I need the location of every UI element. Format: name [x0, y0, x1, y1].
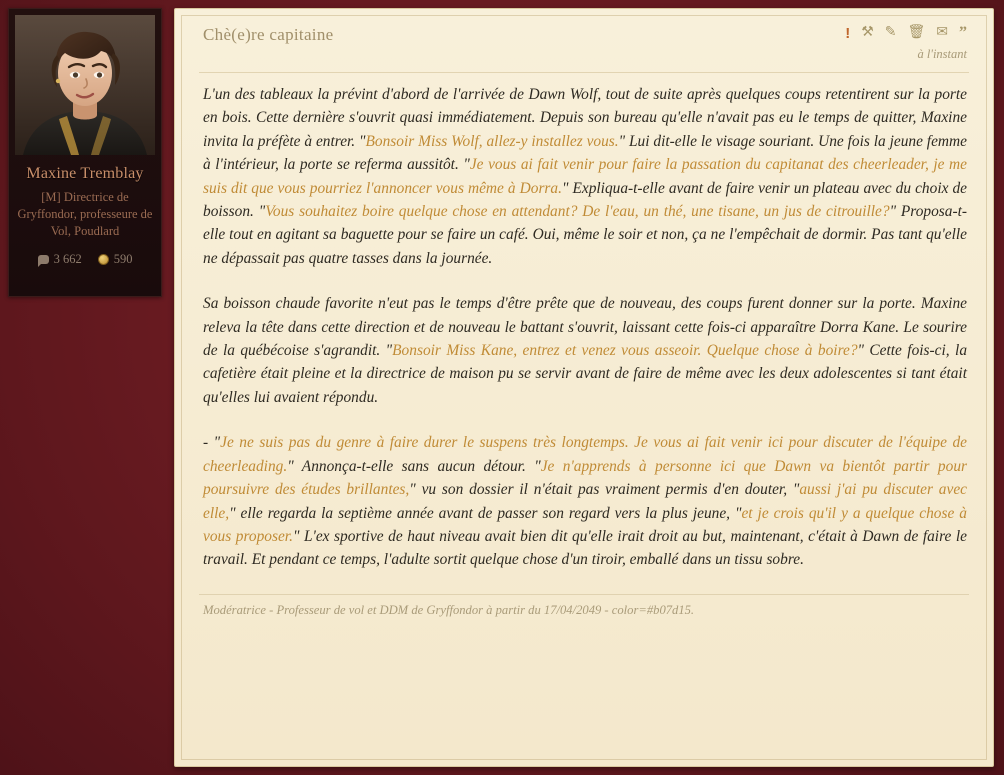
dialogue-text: aussi j'ai pu discuter avec elle, — [203, 481, 968, 522]
moderation-wrench-icon[interactable]: ⚒ — [861, 25, 874, 40]
dialogue-text: Je ne suis pas du genre à faire durer le suspens très longtemps. Je vous ai fait venir ici pour discuter de l'équipe de cheerleading. — [203, 434, 967, 475]
post-paragraph — [203, 83, 967, 270]
author-profile-card — [8, 8, 162, 297]
edit-pencil-icon[interactable]: ✎ — [884, 25, 897, 40]
narration-text: " Lui dit-elle le visage souriant. Une fois la jeune femme à l'intérieur, la porte se referma aussitôt. " — [203, 132, 967, 174]
post-timestamp: à l'instant — [917, 47, 967, 61]
post-paragraph — [203, 292, 967, 409]
narration-text: " elle regarda la septième année avant de passer son regard vers la plus jeune, " — [229, 504, 742, 522]
quote-icon[interactable]: ” — [959, 24, 967, 41]
author-stats — [9, 252, 161, 267]
post-body — [197, 73, 971, 572]
post-header-right — [845, 25, 967, 62]
message-count-stat — [38, 252, 82, 267]
delete-trash-icon[interactable]: 🗑 — [907, 25, 926, 40]
author-name[interactable]: Maxine Tremblay — [26, 165, 144, 182]
narration-text: - " — [203, 434, 221, 452]
narration-text: " vu son dossier il n'était pas vraiment permis d'en douter, " — [409, 481, 800, 499]
coin-count-value: 590 — [113, 251, 133, 266]
post-paragraph — [203, 431, 967, 571]
post-title: Chè(e)re capitaine — [203, 25, 334, 44]
message-count-value: 3 662 — [53, 251, 82, 266]
report-icon[interactable]: ! — [845, 24, 851, 42]
message-mail-icon[interactable]: ✉ — [936, 25, 948, 40]
narration-text: " Expliqua-t-elle avant de faire venir un plateau avec du choix de boisson. " — [203, 179, 967, 221]
narration-text: Sa boisson chaude favorite n'eut pas le temps d'être prête que de nouveau, des coups furent donner sur la porte. Maxine releva la tête dans cette direction et de nouveau le battant s'ouvrit, laissant cette fois-ci apparaître Dorra Kane. Le sourire de la québécoise s'agrandit. " — [203, 295, 967, 360]
narration-text: " Proposa-t-elle tout en agitant sa baguette pour se faire un café. Oui, même le soir et non, ça ne l'empêchait de dormir. Pas tant qu'elle ne dépassait pas quatre tasses dans la journée. — [203, 203, 967, 267]
dialogue-text: Je vous ai fait venir pour faire la passation du capitanat des cheerleader, je me suis dit que vous pourriez l'annoncer vous même à Dorra. — [203, 156, 967, 197]
message-bubble-icon — [38, 255, 49, 264]
dialogue-text: Bonsoir Miss Wolf, allez-y installez vous. — [365, 132, 619, 150]
avatar-image — [15, 15, 155, 155]
dialogue-text: Vous souhaitez boire quelque chose en attendant? De l'eau, un thé, une tisane, un jus de citrouille? — [265, 203, 890, 221]
narration-text: L'un des tableaux la prévint d'abord de l'arrivée de Dawn Wolf, tout de suite après quelques coups retentirent sur la porte en bois. Cette dernière s'ouvrit quasi immédiatement. Depuis son bureau qu'elle n'avait pas eu le temps de quitter, Maxine invita la préfète à entrer. " — [203, 86, 967, 150]
post-panel — [174, 8, 994, 767]
narration-text: " Annonça-t-elle sans aucun détour. " — [287, 457, 541, 475]
avatar[interactable] — [15, 15, 155, 155]
author-rank: [M] Directrice de Gryffondor, professeure de Vol, Poudlard — [17, 190, 153, 238]
post-action-icons — [845, 25, 967, 41]
dialogue-text: et je crois qu'il y a quelque chose à vous proposer. — [203, 504, 967, 545]
coin-icon — [98, 254, 109, 265]
narration-text: " Cette fois-ci, la cafetière était pleine et la directrice de maison pu se servir avant de faire de même avec les deux adolescentes si tant était qu'elles lui avaient répondu. — [203, 342, 968, 406]
coin-count-stat — [98, 252, 133, 267]
post-signature: Modératrice - Professeur de vol et DDM de Gryffondor à partir du 17/04/2049 - color=#b07d15. — [203, 602, 695, 617]
dialogue-text: Bonsoir Miss Kane, entrez et venez vous asseoir. Quelque chose à boire? — [392, 342, 858, 360]
post-header — [197, 19, 971, 64]
narration-text: " L'ex sportive de haut niveau avait bien dit qu'elle irait droit au but, maintenant, c'était à Dawn de faire le travail. Et pendant ce temps, l'adulte sortit quelque chose d'un tiroir, emballé dans un tissu sobre. — [203, 527, 967, 569]
dialogue-text: Je n'apprends à personne ici que Dawn va bientôt partir pour poursuivre des études brillantes, — [203, 457, 968, 499]
